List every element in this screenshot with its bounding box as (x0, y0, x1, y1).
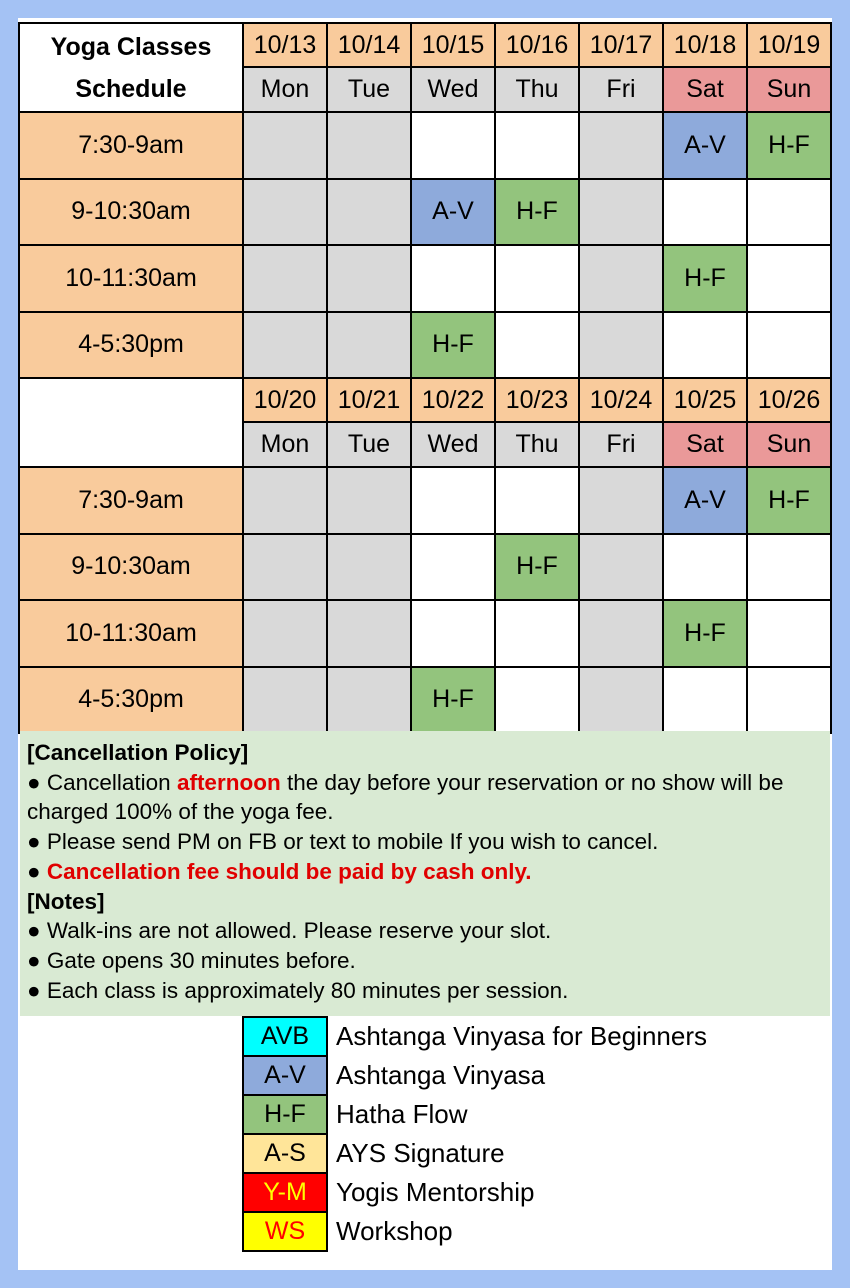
empty-cell (243, 600, 327, 667)
bullet-icon: ● (27, 977, 41, 1003)
class-cell: H-F (663, 600, 747, 667)
empty-cell (495, 112, 579, 179)
weekday-cell: Thu (495, 67, 579, 112)
weekday-cell: Sat (663, 67, 747, 112)
legend-code: A-V (243, 1056, 327, 1095)
timeslot-row (19, 667, 831, 734)
schedule-title (19, 23, 243, 112)
date-cell: 10/26 (747, 378, 831, 422)
empty-cell (663, 312, 747, 379)
date-cell: 10/23 (495, 378, 579, 422)
empty-cell (327, 467, 411, 534)
class-cell: H-F (663, 245, 747, 312)
empty-cell (411, 245, 495, 312)
empty-cell (747, 534, 831, 601)
class-cell: H-F (411, 667, 495, 734)
empty-cell (579, 179, 663, 246)
empty-cell (243, 179, 327, 246)
empty-cell (411, 467, 495, 534)
weekday-cell: Fri (579, 67, 663, 112)
empty-cell (663, 534, 747, 601)
class-cell: A-V (663, 467, 747, 534)
time-slot: 10-11:30am (19, 245, 243, 312)
empty-cell (495, 600, 579, 667)
legend-name: Workshop (336, 1216, 453, 1246)
weekday-cell: Sun (747, 67, 831, 112)
weekday-cell: Sat (663, 422, 747, 467)
weekday-cell: Sun (747, 422, 831, 467)
legend-item (243, 1095, 709, 1134)
empty-cell (663, 667, 747, 734)
empty-cell (495, 312, 579, 379)
empty-cell (747, 600, 831, 667)
policy-item-2: ● Please send PM on FB or text to mobile If you wish to cancel. (27, 829, 659, 855)
empty-cell (243, 112, 327, 179)
empty-cell (579, 600, 663, 667)
note-item-2: ● Gate opens 30 minutes before. (27, 947, 356, 973)
date-cell: 10/25 (663, 378, 747, 422)
date-cell: 10/22 (411, 378, 495, 422)
cancellation-policy-heading: [Cancellation Policy] (27, 740, 249, 765)
empty-cell (495, 245, 579, 312)
empty-cell (411, 534, 495, 601)
bullet-icon: ● (27, 769, 41, 795)
empty-cell (243, 245, 327, 312)
class-cell: A-V (663, 112, 747, 179)
bullet-icon: ● (27, 858, 41, 884)
date-row (19, 378, 831, 422)
legend-code: AVB (243, 1017, 327, 1056)
empty-cell (747, 245, 831, 312)
bullet-icon: ● (27, 947, 41, 973)
legend-code: A-S (243, 1134, 327, 1173)
class-legend (242, 1016, 710, 1252)
legend-item (243, 1212, 709, 1251)
date-cell: 10/16 (495, 23, 579, 67)
legend-name: Yogis Mentorship (336, 1177, 535, 1207)
empty-cell (327, 245, 411, 312)
date-cell: 10/15 (411, 23, 495, 67)
date-cell: 10/17 (579, 23, 663, 67)
empty-cell (579, 112, 663, 179)
class-cell: H-F (747, 112, 831, 179)
time-slot: 10-11:30am (19, 600, 243, 667)
bullet-icon: ● (27, 829, 41, 855)
empty-cell (243, 312, 327, 379)
blank-header-cell (19, 378, 243, 467)
date-cell: 10/18 (663, 23, 747, 67)
empty-cell (579, 312, 663, 379)
legend-item (243, 1173, 709, 1212)
bullet-icon: ● (27, 918, 41, 944)
policy-notes-box (20, 731, 830, 1016)
time-slot: 9-10:30am (19, 179, 243, 246)
weekday-cell: Mon (243, 67, 327, 112)
date-cell: 10/14 (327, 23, 411, 67)
empty-cell (579, 534, 663, 601)
empty-cell (327, 179, 411, 246)
class-cell: H-F (747, 467, 831, 534)
empty-cell (579, 467, 663, 534)
time-slot: 9-10:30am (19, 534, 243, 601)
weekday-cell: Wed (411, 422, 495, 467)
weekday-cell: Tue (327, 422, 411, 467)
weekday-cell: Fri (579, 422, 663, 467)
empty-cell (747, 667, 831, 734)
note-item-3: ● Each class is approximately 80 minutes per session. (27, 977, 569, 1003)
date-row (19, 23, 831, 67)
empty-cell (747, 179, 831, 246)
note-item-1: ● Walk-ins are not allowed. Please reserve your slot. (27, 918, 552, 944)
class-cell: H-F (495, 534, 579, 601)
afternoon-emphasis: afternoon (176, 769, 281, 795)
empty-cell (747, 312, 831, 379)
notes-heading: [Notes] (27, 888, 105, 914)
legend-item (243, 1134, 709, 1173)
policy-item-3: ● Cancellation fee should be paid by cash only. (27, 858, 532, 884)
empty-cell (663, 179, 747, 246)
empty-cell (327, 534, 411, 601)
weekday-cell: Wed (411, 67, 495, 112)
legend-item (243, 1017, 709, 1056)
class-cell: A-V (411, 179, 495, 246)
time-slot: 4-5:30pm (19, 312, 243, 379)
weekday-cell: Thu (495, 422, 579, 467)
empty-cell (495, 667, 579, 734)
class-cell: H-F (495, 179, 579, 246)
date-cell: 10/13 (243, 23, 327, 67)
class-cell: H-F (411, 312, 495, 379)
title-line-2: Schedule (75, 74, 187, 103)
empty-cell (495, 467, 579, 534)
time-slot: 4-5:30pm (19, 667, 243, 734)
weekday-cell: Tue (327, 67, 411, 112)
empty-cell (579, 245, 663, 312)
schedule-table (18, 22, 832, 734)
legend-code: WS (243, 1212, 327, 1251)
empty-cell (327, 112, 411, 179)
timeslot-row (19, 112, 831, 179)
empty-cell (327, 312, 411, 379)
date-cell: 10/19 (747, 23, 831, 67)
empty-cell (411, 600, 495, 667)
date-cell: 10/21 (327, 378, 411, 422)
legend-item (243, 1056, 709, 1095)
empty-cell (579, 667, 663, 734)
legend-code: Y-M (243, 1173, 327, 1212)
empty-cell (243, 667, 327, 734)
time-slot: 7:30-9am (19, 467, 243, 534)
weekday-cell: Mon (243, 422, 327, 467)
legend-name: Ashtanga Vinyasa (336, 1060, 546, 1090)
timeslot-row (19, 534, 831, 601)
legend-code: H-F (243, 1095, 327, 1134)
timeslot-row (19, 245, 831, 312)
timeslot-row (19, 600, 831, 667)
legend-name: Hatha Flow (336, 1099, 468, 1129)
empty-cell (327, 667, 411, 734)
time-slot: 7:30-9am (19, 112, 243, 179)
empty-cell (411, 112, 495, 179)
timeslot-row (19, 467, 831, 534)
date-cell: 10/20 (243, 378, 327, 422)
empty-cell (243, 467, 327, 534)
date-cell: 10/24 (579, 378, 663, 422)
empty-cell (327, 600, 411, 667)
timeslot-row (19, 312, 831, 379)
empty-cell (243, 534, 327, 601)
title-line-1: Yoga Classes (50, 32, 212, 61)
legend-name: Ashtanga Vinyasa for Beginners (336, 1021, 707, 1051)
policy-item-1: ● Cancellation afternoon the day before your reservation or no show will be charged 100% of the yoga fee. (27, 769, 784, 825)
timeslot-row (19, 179, 831, 246)
legend-name: AYS Signature (336, 1138, 505, 1168)
